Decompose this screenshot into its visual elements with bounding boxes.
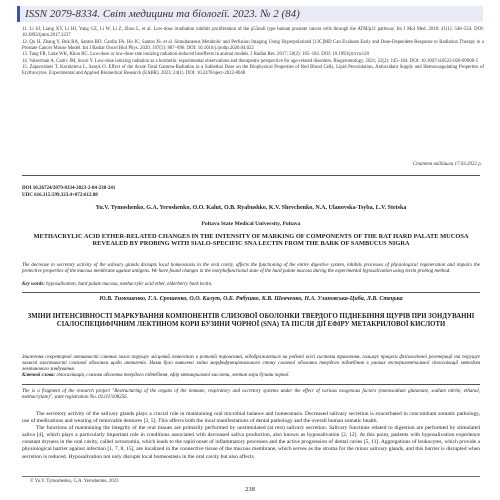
- body-paragraph: The functions of maintaining the integrity of the oral tissues are primarily performed by unstimulated (at rest) salivary secretion. Salivary functions related to digestion are performed by stimulated saliva [4], which plays a particularly important role in conditions associated with decreased saliva production, also known as hyposalivation [2, 12]. At this point, patients with hyposalivation experience constant dryness in the oral cavity, called xerostomia, which leads to the rapid onset of inflammatory processes and the active progression of dental caries [5, 11]. Aggregations of leukocytes, which provide a physiological barrier against infection [1, 7, 8, 15], are localized in the connective tissue of the mucous membrane, which serves as the stroma for the minor salivary glands, and this barrier is disrupted when secretion is reduced. Hyposalivation not only disrupts local homeostasis in the oral cavity but also affects: [22, 425, 480, 460]
- received-date: Стаття надійшла 17.03.2022 р.: [412, 162, 482, 167]
- reference-item: 13. Tang FR, Loke WK, Khoo BC. Low-dose or low-dose-rate ionizing radiation-induced bioeffects in animal models. J Radiat Res. 2017; 58(2): 165–182. DOI: 10.1093/jrr/rrw120: [22, 52, 369, 57]
- udc-line: UDC 616.315:599.323.4+072:612.08: [22, 193, 98, 198]
- journal-header: ISSN 2079-8334. Світ медицини та біології. 2023. № 2 (84): [17, 6, 483, 22]
- english-abstract: The decrease in secretory activity of the salivary glands disrupts local homeostasis in the oral cavity, affects the functioning of the entire digestive system, inhibits processes of physiological regeneration and impairs the protective properties of the mucous membrane against antigens. We have found changes in the morphofunctional state of the hard palate mucosa during the experimental hyposalivation using lectin probing method.: [22, 263, 480, 274]
- english-authors: Yu.V. Tymoshenko, G.A. Yeroshenko, O.O. Kalut, O.B. Ryabushko, K.V. Shevchenko, N.A. Ulanovska-Tsyba, L.V. Stetska: [95, 205, 407, 211]
- ukrainian-keywords: [22, 373, 480, 379]
- english-title: METHACRYLIC ACID ETHER-RELATED CHANGES IN THE INTENSITY OF MARKING OF COMPONENTS OF THE RAT HARD PALATE MUCOSA REVEALED BY PROBING WITH SIALO-SPECIFIC SNA LECTIN FROM THE BARK OF SAMBUCUS NIGRA: [33, 233, 469, 248]
- reference-item: 11. Li SJ, Liang XY, Li HJ, Yang GZ, Li W, Li Z, Zhou L, et al. Low-dose irradiation inhibits proliferation of the p53null type human prostate cancer cells through the ATM/p21 pathway. Int J Mol Med. 2018; 41(1): 548–554. DOI: 10.3892/ijmm.2017.3237: [22, 27, 484, 38]
- reference-item: 12. Qu H, Zhang Y, Bok RA, Santos RD, Cardin FA, Ho JC, Santos JS. et al. Simultaneous Metabolic and Perfusion Imaging Using Hyperpolarized [13C]MD Can Evaluate Early and Dose-Dependent Response to Radiation Therapy in a Prostate Cancer Mouse Model. Int J Radiat Oncol Biol Phys. 2020; 107(5): 887–896. DOI: 10.1016/j.ijrobp.2020.04.022: [22, 39, 484, 51]
- ukrainian-authors: Ю.В. Тимошенко, Г.А. Єрошенко, О.О. Калут, О.Б. Рябушко, К.В. Шевченко, Н.А. Улановська-Циба, Л.В. Стецька: [99, 296, 403, 302]
- english-keywords: [22, 282, 480, 288]
- article-body: [22, 411, 480, 461]
- body-paragraph: The secretory activity of the salivary glands plays a crucial role in maintaining oral microbial balance and homeostasis. Decreased salivary secretion is exacerbated in concomitant somatic pathology, use of medications and wearing of removable dentures [3, 5]. This affects both the local manifestations of dental pathology and the overall human somatic health.: [22, 411, 480, 425]
- page-number: 238: [245, 486, 255, 493]
- reference-item: 14. Vaiserman A, Cattiv JM, Socol Y. Low-dose ionizing radiation as a hormetin: experimental observations and therapeutic perspective for age-related disorders. Biogerontology. 2021; 22(2): 145–164. DOI: 10.1007/s10522-020-09908-5: [22, 58, 479, 64]
- footer-divider: [22, 476, 480, 477]
- reference-item: 15. Zaporozhets T, Kornieieva L, Sanyk O. Effect of the Acute Total Gamma-Radiation in a Sublethal Dose on the Biophysical Properties of Red Blood Cells, Lipid Peroxidation, Antioxidant Supply and Hemocoagulating Properties of Erythrocytes. Experimental and Applied Biomedical Research (EABR). 2023; 24(1). DOI: 10.2478/sjecr-2022-0048: [22, 65, 484, 76]
- section-divider: [22, 175, 480, 176]
- research-note: The is a fragment of the research project "Restructuring of the organs of the immune, respiratory and excretory systems under the effect of various exogenous factors (monosodium glutamate, sodium nitrite, ethanol, methacrylate)", state registration No. 0121U108256.: [22, 389, 480, 401]
- copyright-notice: © Yu.V. Tymoshenko, G.A. Yeroshenko, 2023: [30, 479, 119, 484]
- keywords-label: Ключові слова:: [22, 373, 56, 378]
- english-affiliation: Poltava State Medical University, Poltava: [201, 221, 301, 227]
- ukrainian-abstract: Зниження секреторної активності слинних залоз порушує місцевий гомеостаз в ротовій порожнині, відображається на роботі всієї системи травлення, гальмує процеси фізіологічної регенерації та порушує захисні властивості слизової оболонки щодо антигенів. Нами було виявлено зміни морфофункціонального стану слизової оболонки твердого піднебіння в умовах експериментальної гіпосалівації методом лектинового зондування.: [22, 355, 480, 372]
- section-divider: [22, 292, 480, 293]
- reference-list: [22, 27, 484, 78]
- ukrainian-title: ЗМІНИ ІНТЕНСИВНОСТІ МАРКУВАННЯ КОМПОНЕНТІВ СЛИЗОВОЇ ОБОЛОНКИ ТВЕРДОГО ПІДНЕБІННЯ ЩУРІВ ПРИ ЗОНДУВАННІ СІАЛОСПЕЦИФІЧНИМ ЛЕКТИНОМ КОРИ БУЗИНИ ЧОРНОЇ (SNA) ТА ПІСЛЯ ДІЇ ЕФІРУ МЕТАКРИЛОВОЇ КИСЛОТИ: [27, 313, 475, 328]
- section-divider: [22, 384, 480, 385]
- keywords-text: hyposalivation, hard palate mucosa, methacrylic acid ether, elderberry bark lectin.: [46, 282, 213, 287]
- keywords-text: гіпосалівація, слизова оболонка твердого піднебіння, ефір метакрилової кислоти, лектин кори бузини чорної.: [56, 373, 290, 378]
- keywords-label: Key words:: [22, 282, 45, 287]
- doi-line: DOI 10.26724/2079-8334-2023-2-84-238-241: [22, 186, 116, 191]
